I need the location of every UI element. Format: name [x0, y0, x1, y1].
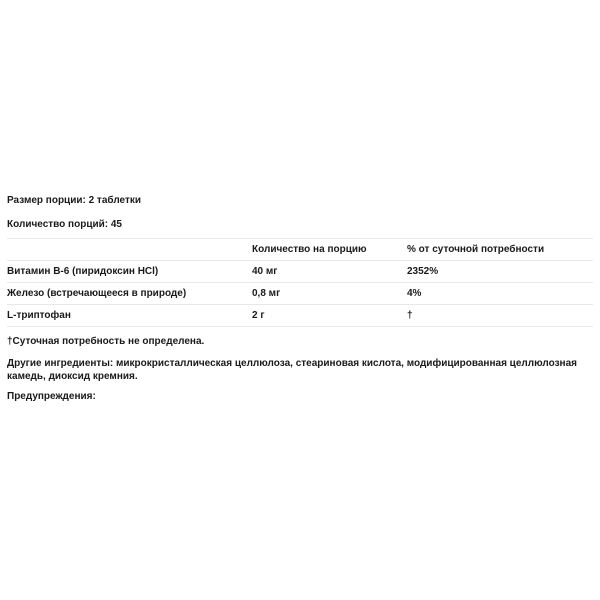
ingredient-daily-value: 4%: [407, 288, 422, 299]
footnote: †Суточная потребность не определена.: [7, 336, 205, 347]
ingredient-daily-value: †: [407, 310, 413, 321]
header-daily-value: % от суточной потребности: [407, 244, 545, 255]
servings-count: Количество порций: 45: [7, 219, 122, 230]
ingredient-amount: 40 мг: [252, 266, 278, 277]
table-row: [7, 282, 593, 304]
nutrition-table: [7, 238, 593, 327]
table-header-row: [7, 238, 593, 260]
ingredient-daily-value: 2352%: [407, 266, 439, 277]
ingredient-amount: 2 г: [252, 310, 265, 321]
ingredient-name: L-триптофан: [7, 310, 71, 321]
serving-size: Размер порции: 2 таблетки: [7, 195, 142, 206]
warnings-heading: Предупреждения:: [7, 391, 96, 402]
table-row: [7, 260, 593, 282]
other-ingredients: Другие ингредиенты: микрокристаллическая целлюлоза, стеариновая кислота, модифицированная целлюлозная камедь, диоксид кремния.: [7, 358, 577, 382]
table-row: [7, 304, 593, 327]
ingredient-amount: 0,8 мг: [252, 288, 281, 299]
ingredient-name: Витамин B-6 (пиридоксин HCl): [7, 266, 159, 277]
header-amount: Количество на порцию: [252, 244, 367, 255]
ingredient-name: Железо (встречающееся в природе): [7, 288, 187, 299]
